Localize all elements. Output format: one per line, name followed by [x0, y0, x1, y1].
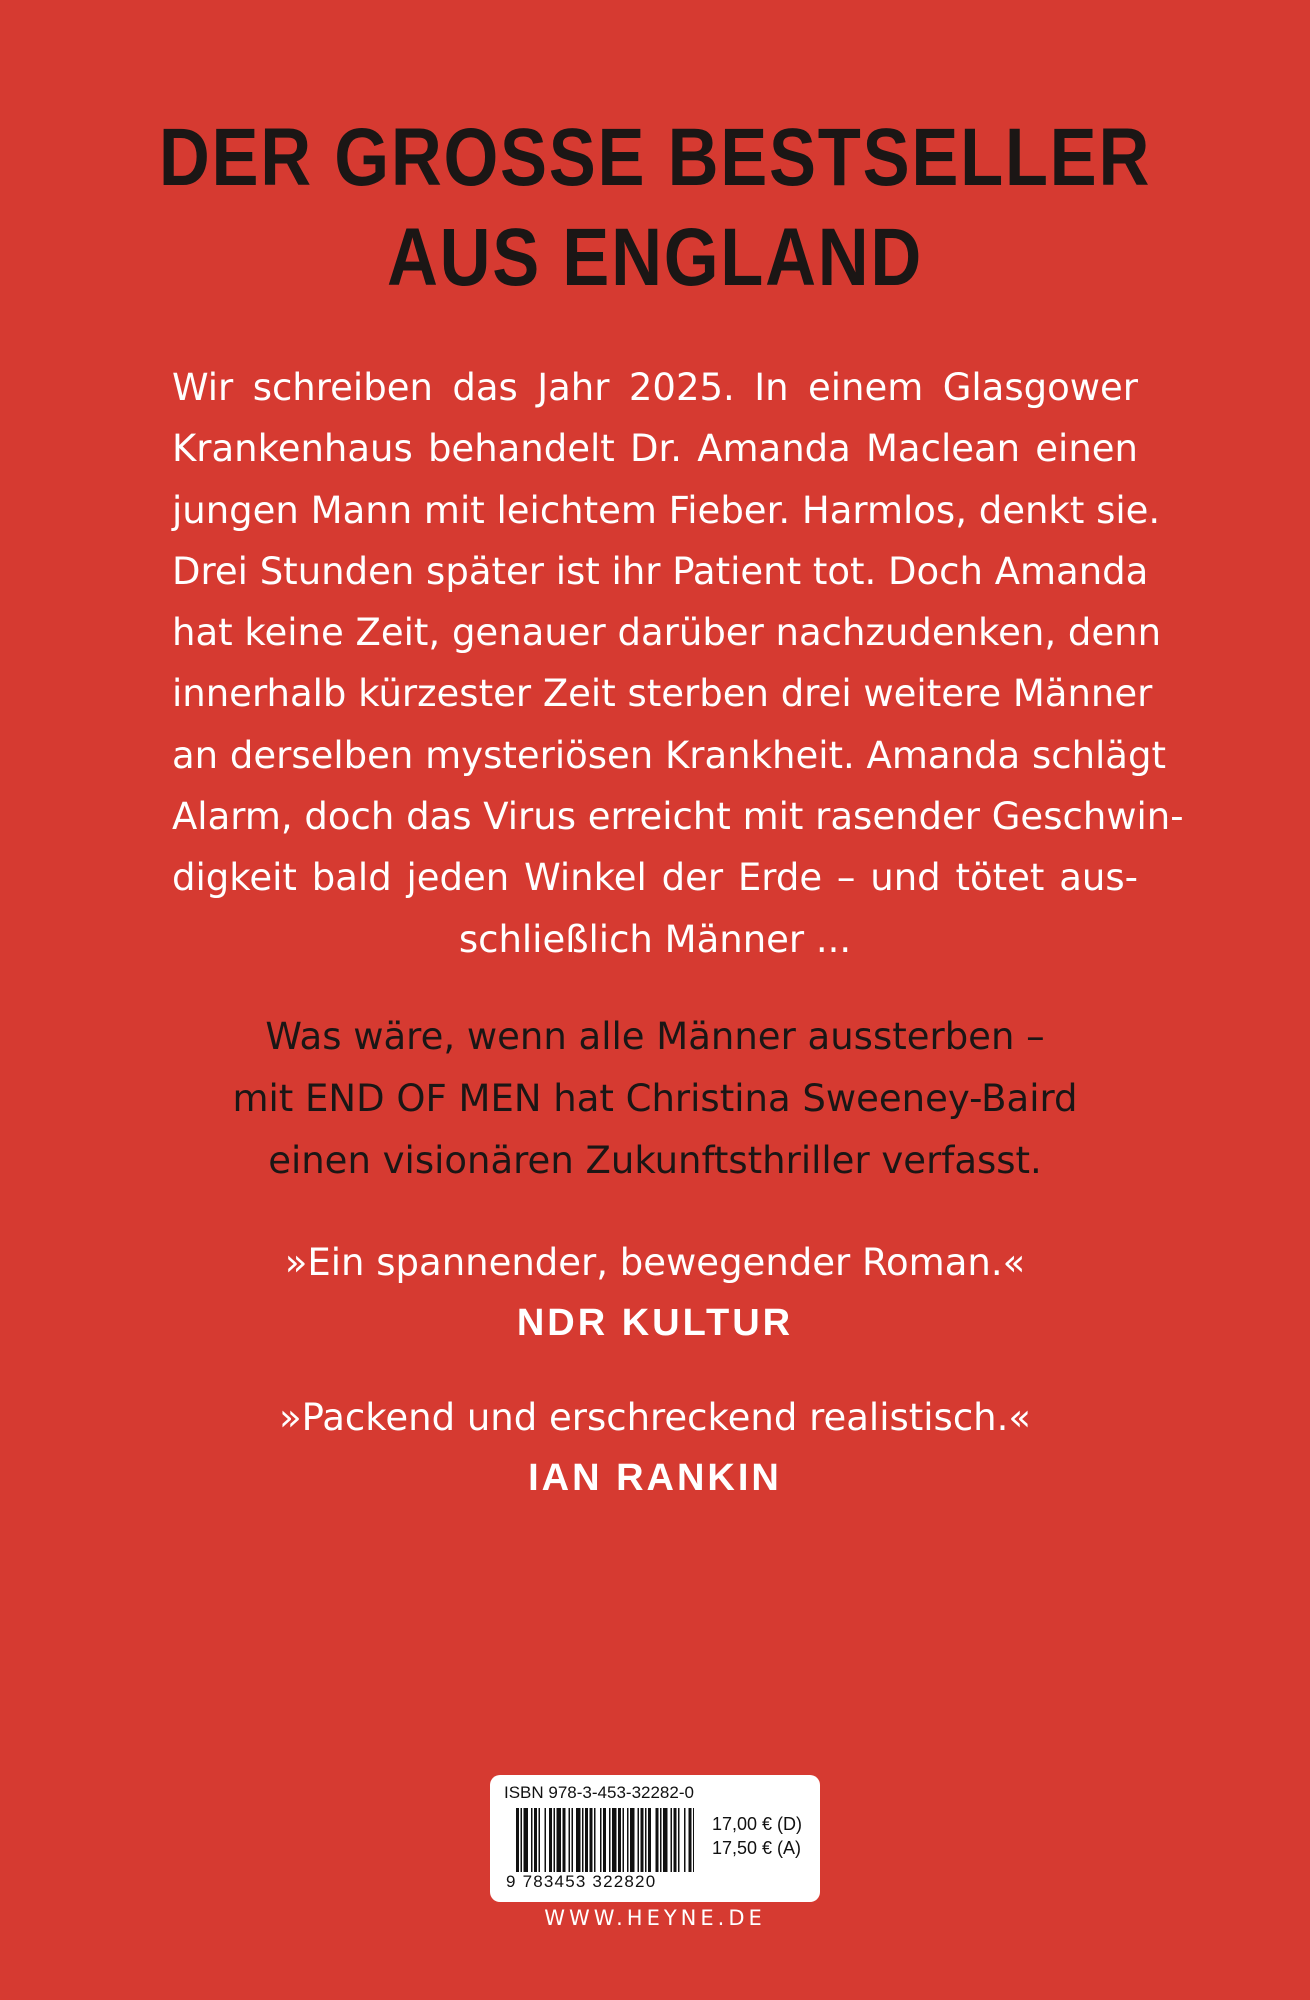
barcode-bar	[539, 1808, 541, 1872]
barcode-bar	[534, 1808, 537, 1872]
review-quote-1	[0, 1233, 1310, 1353]
quote-text: »Packend und erschreckend realistisch.«	[278, 1396, 1032, 1439]
barcode-bar	[557, 1808, 562, 1872]
barcode-bar	[689, 1808, 692, 1872]
blurb-line: an derselben mysteriösen Krankheit. Amanda schlägt	[172, 733, 1166, 777]
barcode-bar	[612, 1808, 617, 1872]
quote-source: NDR KULTUR	[516, 1302, 794, 1344]
price-block	[712, 1812, 802, 1860]
barcode-bar	[569, 1808, 571, 1872]
barcode-bar	[693, 1808, 694, 1872]
barcode-digits: 9 783453 322820	[506, 1872, 657, 1891]
headline-line-2: AUS ENGLAND	[386, 212, 924, 303]
barcode-bar	[627, 1808, 629, 1872]
barcode-bar	[609, 1808, 611, 1872]
barcode-bar	[585, 1808, 588, 1872]
pitch-paragraph	[0, 1006, 1310, 1192]
blurb-line: Drei Stunden später ist ihr Patient tot. Doch Amanda	[172, 549, 1149, 593]
barcode-bar	[603, 1808, 606, 1872]
headline	[92, 108, 1219, 308]
barcode-bar	[656, 1808, 659, 1872]
price-germany: 17,00 € (D)	[712, 1814, 803, 1834]
barcode-bar	[663, 1808, 668, 1872]
blurb-line: Alarm, doch das Virus erreicht mit rasender Geschwin-	[172, 795, 1184, 839]
barcode-bar	[638, 1808, 640, 1872]
barcode-bar	[678, 1808, 680, 1872]
review-quote-2	[0, 1388, 1310, 1508]
quote-source: IAN RANKIN	[528, 1457, 782, 1499]
blurb-line: Krankenhaus behandelt Dr. Amanda Maclean einen	[172, 427, 1138, 471]
barcode-bar	[674, 1808, 677, 1872]
quote-text: »Ein spannender, bewegender Roman.«	[284, 1241, 1026, 1284]
barcode-bar	[576, 1808, 581, 1872]
barcode-bar	[660, 1808, 662, 1872]
pitch-line: mit END OF MEN hat Christina Sweeney-Baird	[232, 1077, 1078, 1120]
pitch-line: Was wäre, wenn alle Männer aussterben –	[265, 1015, 1045, 1058]
barcode-bar	[600, 1808, 602, 1872]
blurb-line: digkeit bald jeden Winkel der Erde – und tötet aus-	[172, 856, 1138, 900]
barcode-bar	[563, 1808, 566, 1872]
barcode-bar	[554, 1808, 556, 1872]
barcode-bar	[623, 1808, 625, 1872]
price-austria: 17,50 € (A)	[712, 1838, 802, 1858]
barcode-bar	[524, 1808, 529, 1872]
barcode-bar	[630, 1808, 635, 1872]
barcode-bar	[521, 1808, 523, 1872]
barcode-bar	[590, 1808, 593, 1872]
blurb-line: hat keine Zeit, genauer darüber nachzudenken, denn	[172, 611, 1162, 655]
barcode-bar	[531, 1808, 533, 1872]
blurb-line: jungen Mann mit leichtem Fieber. Harmlos, denkt sie.	[172, 488, 1161, 532]
isbn-text: ISBN 978-3-453-32282-0	[504, 1783, 694, 1802]
blurb-line: innerhalb kürzester Zeit sterben drei weitere Männer	[172, 672, 1153, 716]
barcode-bar	[545, 1808, 547, 1872]
publisher-website: WWW.HEYNE.DE	[544, 1906, 766, 1930]
pitch-line: einen visionären Zukunftsthriller verfasst.	[268, 1139, 1042, 1182]
blurb-line: Wir schreiben das Jahr 2025. In einem Glasgower	[172, 366, 1138, 409]
blurb-paragraph	[172, 357, 1184, 970]
barcode-bar	[645, 1808, 647, 1872]
barcode-bars	[516, 1808, 694, 1872]
barcode-bar	[618, 1808, 621, 1872]
barcode-bar	[516, 1808, 519, 1872]
barcode-label	[490, 1775, 820, 1902]
barcode-bar	[582, 1808, 584, 1872]
barcode-bar	[648, 1808, 651, 1872]
barcode-bar	[572, 1808, 574, 1872]
barcode-bar	[671, 1808, 673, 1872]
headline-line-1: DER GROSSE BESTSELLER	[158, 112, 1152, 203]
barcode-bar	[594, 1808, 596, 1872]
barcode-bar	[641, 1808, 644, 1872]
barcode-bar	[549, 1808, 552, 1872]
blurb-line: schließlich Männer ...	[458, 917, 852, 961]
barcode-bar	[684, 1808, 686, 1872]
